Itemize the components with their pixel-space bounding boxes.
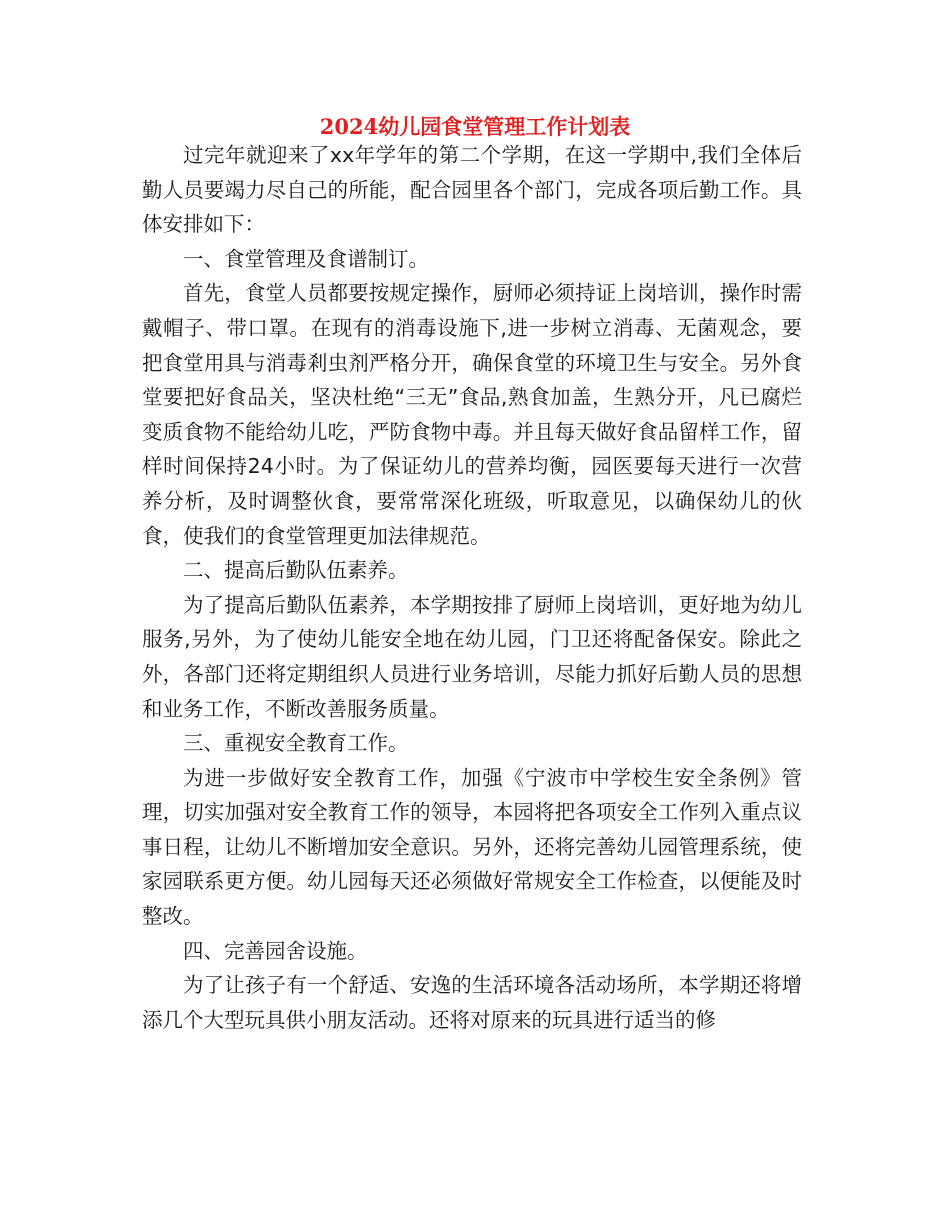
- document-body: [142, 138, 802, 1037]
- section-heading-canteen: 一、食堂管理及食谱制订。: [183, 246, 429, 271]
- safety-paragraph: 为进一步做好安全教育工作，加强《宁波市中学校生安全条例》管理，切实加强对安全教育工作的领导，本园将把各项安全工作列入重点议事日程，让幼儿不断增加安全意识。另外，还将完善幼儿园管理系统，使家园联系更方便。幼儿园每天还必须做好常规安全工作检查，以便能及时整改。: [142, 765, 802, 929]
- section-heading-safety: 三、重视安全教育工作。: [183, 731, 409, 756]
- canteen-paragraph: 首先，食堂人员都要按规定操作，厨师必须持证上岗培训，操作时需戴帽子、带口罩。在现有的消毒设施下,进一步树立消毒、无菌观念，要把食堂用具与消毒剎虫剂严格分开，确保食堂的环境卫生与安全。另外食堂要把好食品关，坚决杜绝“三无”食品,熟食加盖，生熟分开，凡已腐烂变质食物不能给幼儿吃，严防食物中毒。并且每天做好食品留样工作，留样时间保持24小时。为了保证幼儿的营养均衡，园医要每天进行一次营养分析，及时调整伙食，要常常深化班级，听取意见，以确保幼儿的伙食，使我们的食堂管理更加法律规范。: [142, 281, 802, 548]
- document-title: 2024幼儿园食堂管理工作计划表: [319, 114, 631, 139]
- section-heading-staff: 二、提高后勤队伍素养。: [183, 558, 409, 583]
- section-heading-facilities: 四、完善园舍设施。: [183, 938, 368, 963]
- intro-paragraph: 过完年就迎来了xx年学年的第二个学期，在这一学期中,我们全体后勤人员要竭力尽自己的所能，配合园里各个部门，完成各项后勤工作。具体安排如下：: [142, 143, 802, 237]
- staff-paragraph: 为了提高后勤队伍素养，本学期按排了厨师上岗培训，更好地为幼儿服务,另外，为了使幼儿能安全地在幼儿园，门卫还将配备保安。除此之外，各部门还将定期组织人员进行业务培训，尽能力抓好后勤人员的思想和业务工作，不断改善服务质量。: [142, 592, 802, 721]
- facilities-paragraph: 为了让孩子有一个舒适、安逸的生活环境各活动场所，本学期还将增添几个大型玩具供小朋友活动。还将对原来的玩具进行适当的修: [142, 973, 802, 1032]
